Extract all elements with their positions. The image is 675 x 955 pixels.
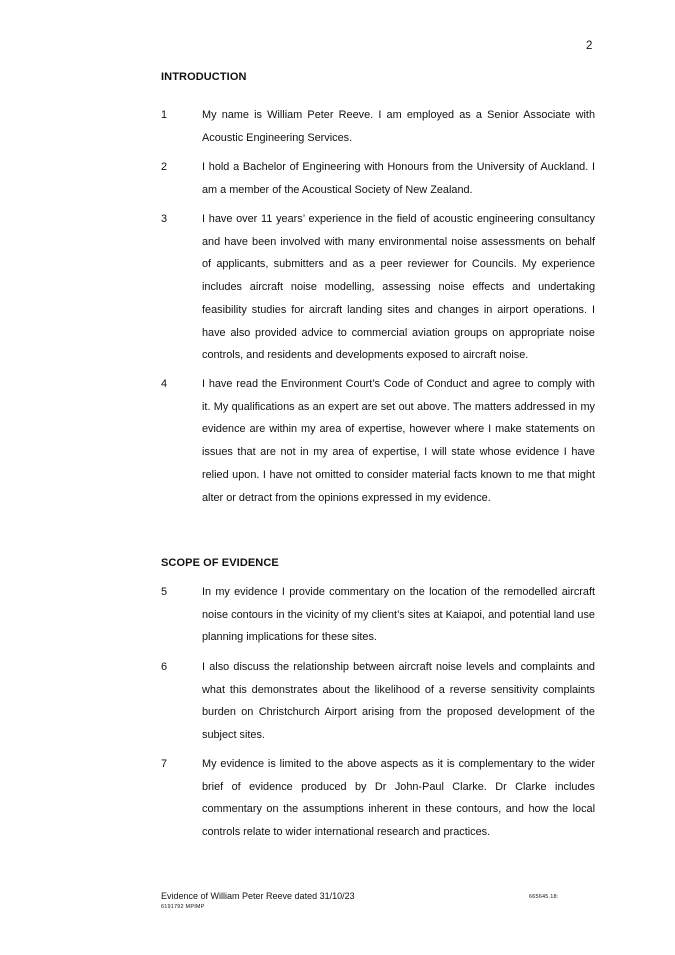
paragraph-text: I have read the Environment Court’s Code of Conduct and agree to comply with it. My qualifications as an expert are set out above. The matters addressed in my evidence are within my area of expertise, however where I make statements on issues that are not in my area of expertise, I will state whose evidence I have relied upon. I have not omitted to consider material facts known to me that might alter or detract from the opinions expressed in my evidence. xyxy=(202,378,595,504)
paragraph-number: 2 xyxy=(161,161,168,173)
paragraph-number: 6 xyxy=(161,661,168,673)
paragraph-7 xyxy=(161,753,595,844)
paragraph-text: I hold a Bachelor of Engineering with Honours from the University of Auckland. I am a member of the Acoustical Society of New Zealand. xyxy=(202,161,595,196)
paragraph-4 xyxy=(161,373,595,509)
paragraph-text: I have over 11 years’ experience in the field of acoustic engineering consultancy and have been involved with many environmental noise assessments on behalf of applicants, submitters and as a peer reviewer for Councils. My experience includes aircraft noise modelling, assessing noise effects and undertaking feasibility studies for aircraft landing sites and changes in airport operations. I have also provided advice to commercial aviation groups on appropriate noise controls, and residents and developments exposed to aircraft noise. xyxy=(202,213,595,362)
paragraph-number: 7 xyxy=(161,758,168,770)
paragraph-text: I also discuss the relationship between aircraft noise levels and complaints and what this demonstrates about the likelihood of a reverse sensitivity complaints burden on Christchurch Airport arising from the proposed development of the subject sites. xyxy=(202,661,595,742)
paragraph-1 xyxy=(161,104,595,149)
paragraph-2 xyxy=(161,156,595,201)
paragraph-5 xyxy=(161,581,595,649)
paragraph-6 xyxy=(161,656,595,747)
paragraph-number: 5 xyxy=(161,586,168,598)
paragraph-number: 4 xyxy=(161,378,168,390)
page-number: 2 xyxy=(586,40,593,52)
paragraph-text: In my evidence I provide commentary on the location of the remodelled aircraft noise contours in the vicinity of my client’s sites at Kaiapoi, and potential land use planning implications for these sites. xyxy=(202,586,595,644)
section-heading-scope-of-evidence: SCOPE OF EVIDENCE xyxy=(161,557,279,569)
footer-reference: 6191792 MPIMP xyxy=(161,904,205,910)
paragraph-text: My name is William Peter Reeve. I am employed as a Senior Associate with Acoustic Engineering Services. xyxy=(202,109,595,144)
footer-code: 665645.18: xyxy=(529,894,559,900)
paragraph-text: My evidence is limited to the above aspects as it is complementary to the wider brief of evidence produced by Dr John-Paul Clarke. Dr Clarke includes commentary on the assumptions inherent in these contours, and how the local controls relate to wider international research and practices. xyxy=(202,758,595,839)
paragraph-number: 1 xyxy=(161,109,168,121)
section-heading-introduction: INTRODUCTION xyxy=(161,71,247,83)
paragraph-number: 3 xyxy=(161,213,168,225)
paragraph-3 xyxy=(161,208,595,367)
footer-title: Evidence of William Peter Reeve dated 31/10/23 xyxy=(161,891,355,901)
